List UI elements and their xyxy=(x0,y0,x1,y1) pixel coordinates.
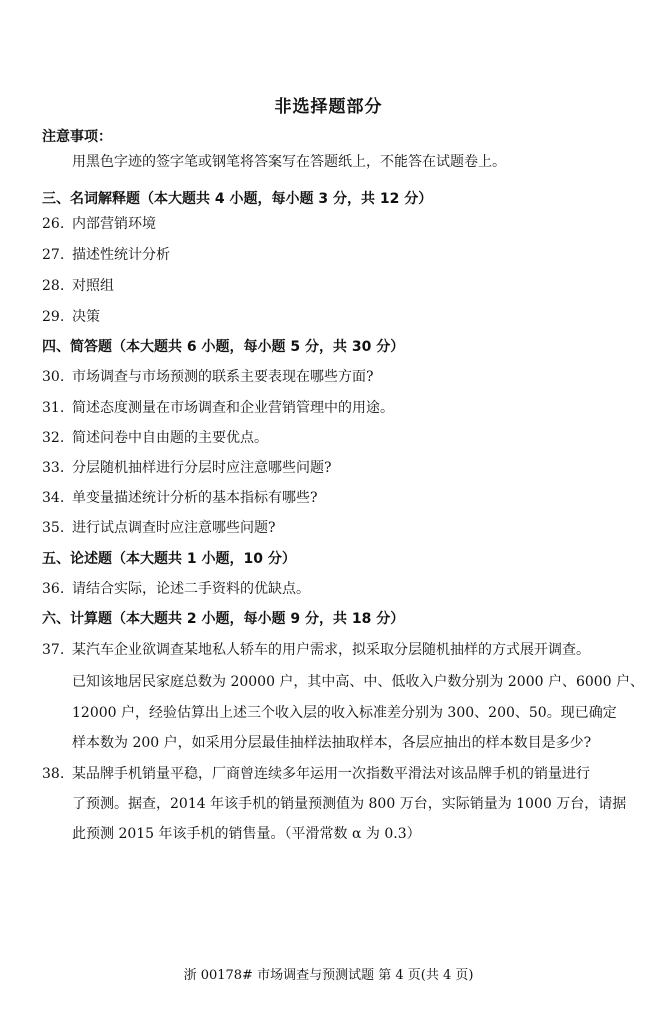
question-number: 29. xyxy=(42,309,65,325)
question-item xyxy=(42,246,170,264)
question-text-continued: 此预测 2015 年该手机的销售量。（平滑常数 α 为 0.3） xyxy=(72,826,421,842)
question-text: 决策 xyxy=(72,309,100,325)
question-text: 进行试点调查时应注意哪些问题? xyxy=(72,520,276,536)
question-text-continued: 样本数为 200 户，如采用分层最佳抽样法抽取样本，各层应抽出的样本数目是多少? xyxy=(72,735,592,751)
question-item xyxy=(42,765,590,783)
section-desc: （本大题共 4 小题，每小题 3 分，共 12 分） xyxy=(140,191,433,207)
section-title: 三、名词解释题 xyxy=(42,191,140,207)
question-text: 单变量描述统计分析的基本指标有哪些? xyxy=(72,490,318,506)
question-number: 31. xyxy=(42,400,65,416)
question-item xyxy=(42,277,114,295)
page-title: 非选择题部分 xyxy=(274,97,383,117)
question-item xyxy=(42,519,276,537)
question-number: 32. xyxy=(42,430,65,446)
question-text: 某汽车企业欲调查某地私人轿车的用户需求，拟采取分层随机抽样的方式展开调查。 xyxy=(72,642,590,658)
notice-heading: 注意事项： xyxy=(42,129,112,145)
question-number: 30. xyxy=(42,369,65,385)
question-item xyxy=(42,308,100,326)
question-text-continued: 12000 户，经验估算出上述三个收入层的收入标准差分别为 300、200、50。现已确定 xyxy=(72,705,617,721)
question-number: 33. xyxy=(42,460,65,476)
question-text: 分层随机抽样进行分层时应注意哪些问题? xyxy=(72,460,332,476)
question-item xyxy=(42,489,318,507)
notice-text: 用黑色字迹的签字笔或钢笔将答案写在答题纸上，不能答在试题卷上。 xyxy=(72,154,506,170)
question-item xyxy=(42,641,590,659)
question-number: 27. xyxy=(42,247,65,263)
question-text: 请结合实际，论述二手资料的优缺点。 xyxy=(72,581,310,597)
section-title: 四、简答题 xyxy=(42,339,112,355)
question-text: 市场调查与市场预测的联系主要表现在哪些方面? xyxy=(72,369,374,385)
page-footer: 浙 00178# 市场调查与预测试题 第 4 页(共 4 页) xyxy=(183,968,474,983)
section-heading xyxy=(42,338,404,356)
question-number: 26. xyxy=(42,216,65,232)
question-text: 内部营销环境 xyxy=(72,216,156,232)
question-item xyxy=(42,429,268,447)
question-item xyxy=(42,215,156,233)
question-number: 37. xyxy=(42,642,65,658)
question-item xyxy=(42,459,332,477)
section-title: 六、计算题 xyxy=(42,611,112,627)
question-text: 某品牌手机销量平稳，厂商曾连续多年运用一次指数平滑法对该品牌手机的销量进行 xyxy=(72,766,590,782)
question-item xyxy=(42,580,310,598)
question-text-continued: 了预测。据查，2014 年该手机的销量预测值为 800 万台，实际销量为 1000 万台，请据 xyxy=(72,796,627,812)
section-title: 五、论述题 xyxy=(42,551,112,567)
question-text: 简述态度测量在市场调查和企业营销管理中的用途。 xyxy=(72,400,394,416)
question-number: 38. xyxy=(42,766,65,782)
section-desc: （本大题共 2 小题，每小题 9 分，共 18 分） xyxy=(112,611,405,627)
section-heading xyxy=(42,550,296,568)
section-heading xyxy=(42,610,404,628)
question-item xyxy=(42,368,374,386)
question-number: 36. xyxy=(42,581,65,597)
question-number: 34. xyxy=(42,490,65,506)
section-desc: （本大题共 6 小题，每小题 5 分，共 30 分） xyxy=(112,339,405,355)
section-heading xyxy=(42,190,432,208)
question-text: 描述性统计分析 xyxy=(72,247,170,263)
section-desc: （本大题共 1 小题，10 分） xyxy=(112,551,296,567)
question-number: 35. xyxy=(42,520,65,536)
question-text-continued: 已知该地居民家庭总数为 20000 户，其中高、中、低收入户数分别为 2000 户、6000 户、 xyxy=(72,674,645,690)
question-text: 对照组 xyxy=(72,278,114,294)
question-text: 简述问卷中自由题的主要优点。 xyxy=(72,430,268,446)
question-number: 28. xyxy=(42,278,65,294)
question-item xyxy=(42,399,394,417)
